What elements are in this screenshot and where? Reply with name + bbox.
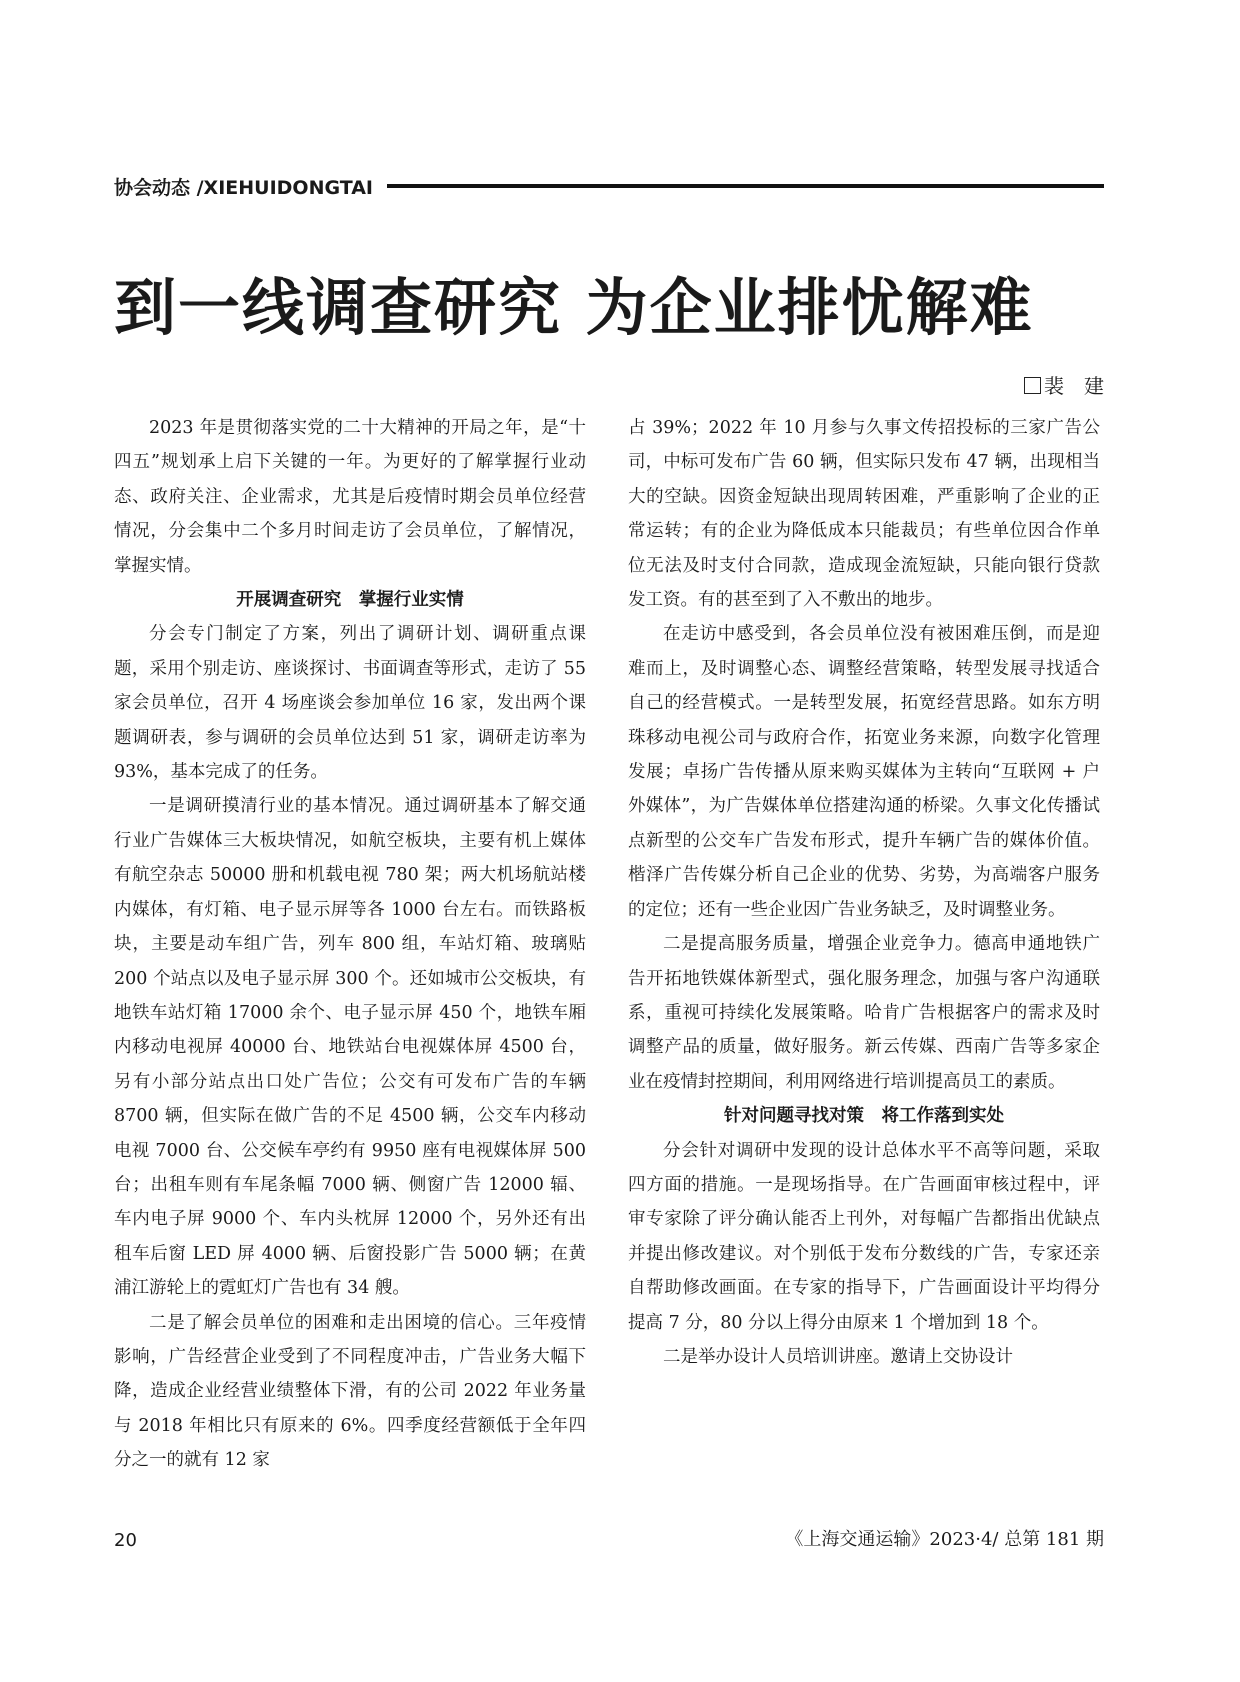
article-title: 到一线调查研究 为企业排忧解难 (114, 271, 1034, 344)
section-label: 协会动态 /XIEHUIDONGTAI (114, 176, 373, 199)
paragraph: 二是了解会员单位的困难和走出困境的信心。三年疫情影响，广告经营企业受到了不同程度冲击，广告业务大幅下降，造成企业经营业绩整体下滑，有的公司 2022 年业务量与 2018 年相比只有原来的 6%。四季度经营额低于全年四分之一的就有 12 家 (114, 1312, 586, 1471)
paragraph: 分会专门制定了方案，列出了调研计划、调研重点课题，采用个别走访、座谈探讨、书面调查等形式，走访了 55 家会员单位，召开 4 场座谈会参加单位 16 家，发出两个课题调研表，参与调研的会员单位达到 51 家，调研走访率为 93%，基本完成了的任务。 (114, 624, 586, 783)
page-number: 20 (114, 1530, 137, 1551)
author-box-icon (1024, 377, 1041, 394)
paragraph: 分会针对调研中发现的设计总体水平不高等问题，采取四方面的措施。一是现场指导。在广告画面审核过程中，评审专家除了评分确认能否上刊外，对每幅广告都指出优缺点并提出修改建议。对个别低于发布分数线的广告，专家还亲自帮助修改画面。在专家的指导下，广告画面设计平均得分提高 7 分，80 分以上得分由原来 1 个增加到 18 个。 (628, 1140, 1100, 1333)
paragraph: 在走访中感受到，各会员单位没有被困难压倒，而是迎难而上，及时调整心态、调整经营策略，转型发展寻找适合自己的经营模式。一是转型发展，拓宽经营思路。如东方明珠移动电视公司与政府合作，拓宽业务来源，向数字化管理发展；卓扬广告传播从原来购买媒体为主转向“互联网 + 户外媒体”，为广告媒体单位搭建沟通的桥梁。久事文化传播试点新型的公交车广告发布形式，提升车辆广告的媒体价值。楷泽广告传媒分析自己企业的优势、劣势，为高端客户服务的定位；还有一些企业因广告业务缺乏，及时调整业务。 (628, 624, 1100, 920)
right-column (628, 411, 1100, 1374)
journal-citation: 《上海交通运输》2023·4/ 总第 181 期 (785, 1529, 1104, 1550)
paragraph: 2023 年是贯彻落实党的二十大精神的开局之年，是“十四五”规划承上启下关键的一年。为更好的了解掌握行业动态、政府关注、企业需求，尤其是后疫情时期会员单位经营情况，分会集中二个多月时间走访了会员单位，了解情况，掌握实情。 (114, 418, 586, 576)
left-column (114, 411, 586, 1478)
header-rule (387, 184, 1104, 188)
paragraph: 二是提高服务质量，增强企业竞争力。德高申通地铁广告开拓地铁媒体新型式，强化服务理念，加强与客户沟通联系，重视可持续化发展策略。哈肯广告根据客户的需求及时调整产品的质量，做好服务。新云传媒、西南广告等多家企业在疫情封控期间，利用网络进行培训提高员工的素质。 (628, 934, 1100, 1092)
paragraph: 一是调研摸清行业的基本情况。通过调研基本了解交通行业广告媒体三大板块情况，如航空板块，主要有机上媒体有航空杂志 50000 册和机载电视 780 架；两大机场航站楼内媒体，有灯箱、电子显示屏等各 1000 台左右。而铁路板块，主要是动车组广告，列车 800 组，车站灯箱、玻璃贴 200 个站点以及电子显示屏 300 个。还如城市公交板块，有地铁车站灯箱 17000 余个、电子显示屏 450 个，地铁车厢内移动电视屏 40000 台、地铁站台电视媒体屏 4500 台，另有小部分站点出口处广告位；公交有可发布广告的车辆 8700 辆，但实际在做广告的不足 4500 辆，公交车内移动电视 7000 台、公交候车亭约有 9950 座有电视媒体屏 500 台；出租车则有车尾条幅 7000 辆、侧窗广告 12000 辐、车内电子屏 9000 个、车内头枕屏 12000 个，另外还有出租车后窗 LED 屏 4000 辆、后窗投影广告 5000 辆；在黄浦江游轮上的霓虹灯广告也有 34 艘。 (114, 796, 586, 1299)
byline (1024, 370, 1104, 399)
paragraph: 占 39%；2022 年 10 月参与久事文传招投标的三家广告公司，中标可发布广告 60 辆，但实际只发布 47 辆，出现相当大的空缺。因资金短缺出现周转困难，严重影响了企业的正常运转；有的企业为降低成本只能裁员；有些单位因合作单位无法及时支付合同款，造成现金流短缺，只能向银行贷款发工资。有的甚至到了入不敷出的地步。 (628, 418, 1100, 611)
section-header (114, 168, 1104, 204)
subheading: 针对问题寻找对策 将工作落到实处 (724, 1106, 1004, 1127)
author-name: 裴 建 (1044, 374, 1104, 398)
paragraph: 二是举办设计人员培训讲座。邀请上交协设计 (663, 1346, 1013, 1367)
subheading: 开展调查研究 掌握行业实情 (236, 590, 464, 611)
